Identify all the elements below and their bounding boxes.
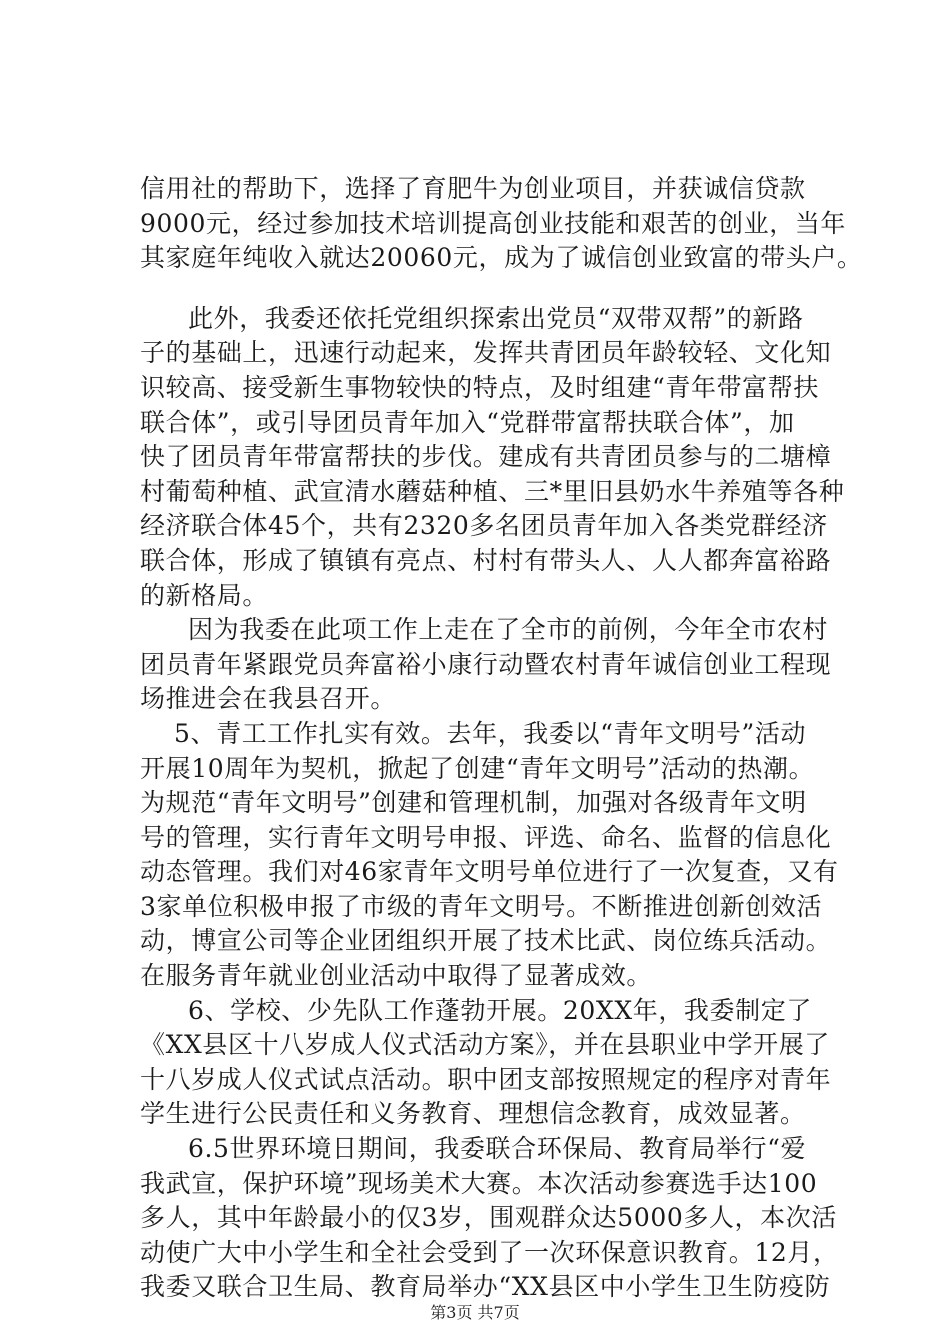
text-line: 识较高、接受新生事物较快的特点，及时组建“青年带富帮扶 <box>140 372 819 402</box>
text-line: 学生进行公民责任和义务教育、理想信念教育，成效显著。 <box>140 1099 806 1129</box>
text-line: 我委又联合卫生局、教育局举办“XX县区中小学生卫生防疫防 <box>140 1272 831 1302</box>
text-line: 《XX县区十八岁成人仪式活动方案》，并在县职业中学开展了 <box>140 1030 830 1060</box>
paragraph-4 <box>140 717 856 994</box>
text-line: 信用社的帮助下，选择了育肥牛为创业项目，并获诚信贷款 <box>140 174 806 203</box>
text-line: 动使广大中小学生和全社会受到了一次环保意识教育。12月， <box>140 1237 839 1267</box>
text-line: 开展10周年为契机，掀起了创建“青年文明号”活动的热潮。 <box>140 753 815 783</box>
text-line: 团员青年紧跟党员奔富裕小康行动暨农村青年诚信创业工程现 <box>140 649 832 679</box>
text-line: 经济联合体45个，共有2320多名团员青年加入各类党群经济 <box>140 511 828 541</box>
text-line: 快了团员青年带富帮扶的步伐。建成有共青团员参与的二塘樟 <box>140 442 832 472</box>
text-line: 5、青工工作扎实有效。去年，我委以“青年文明号”活动 <box>174 718 807 748</box>
text-line: 联合体，形成了镇镇有亮点、村村有带头人、人人都奔富裕路 <box>140 545 832 575</box>
page-number-footer: 第3页 共7页 <box>430 1303 520 1322</box>
text-line: 号的管理，实行青年文明号申报、评选、命名、监督的信息化 <box>140 822 832 852</box>
paragraph-1 <box>140 172 863 276</box>
text-line: 联合体”，或引导团员青年加入“党群带富帮扶联合体”，加 <box>140 407 795 437</box>
text-line: 3家单位积极申报了市级的青年文明号。不断推进创新创效活 <box>140 891 823 921</box>
text-line: 9000元，经过参加技术培训提高创业技能和艰苦的创业，当年 <box>140 208 847 238</box>
text-line: 为规范“青年文明号”创建和管理机制，加强对各级青年文明 <box>140 788 807 818</box>
text-line: 6.5世界环境日期间，我委联合环保局、教育局举行“爱 <box>188 1134 807 1164</box>
text-line: 6、学校、少先队工作蓬勃开展。20XX年，我委制定了 <box>188 995 812 1025</box>
text-line: 的新格局。 <box>140 580 269 610</box>
text-line: 动态管理。我们对46家青年文明号单位进行了一次复查，又有 <box>140 857 839 887</box>
paragraph-6 <box>140 1132 856 1305</box>
paragraph-2 <box>140 302 856 613</box>
text-line: 动，博宣公司等企业团组织开展了技术比武、岗位练兵活动。 <box>140 926 832 956</box>
text-line: 其家庭年纯收入就达20060元，成为了诚信创业致富的带头户。 <box>140 243 863 273</box>
text-line: 我武宣，保护环境”现场美术大赛。本次活动参赛选手达100 <box>140 1168 818 1198</box>
document-body <box>140 172 863 1305</box>
text-line: 在服务青年就业创业活动中取得了显著成效。 <box>140 961 653 991</box>
text-line: 村葡萄种植、武宣清水蘑菇种植、三*里旧县奶水牛养殖等各种 <box>140 476 845 506</box>
text-line: 此外，我委还依托党组织探索出党员“双带双帮”的新路 <box>188 303 804 333</box>
text-line: 场推进会在我县召开。 <box>140 684 397 714</box>
text-line: 子的基础上，迅速行动起来，发挥共青团员年龄较轻、文化知 <box>140 338 832 368</box>
text-line: 因为我委在此项工作上走在了全市的前例，今年全市农村 <box>188 615 829 645</box>
paragraph-3 <box>140 613 856 717</box>
text-line: 多人，其中年龄最小的仅3岁，围观群众达5000多人，本次活 <box>140 1203 837 1233</box>
paragraph-5 <box>140 994 856 1132</box>
paragraph-spacer <box>140 276 856 302</box>
text-line: 十八岁成人仪式试点活动。职中团支部按照规定的程序对青年 <box>140 1064 832 1094</box>
